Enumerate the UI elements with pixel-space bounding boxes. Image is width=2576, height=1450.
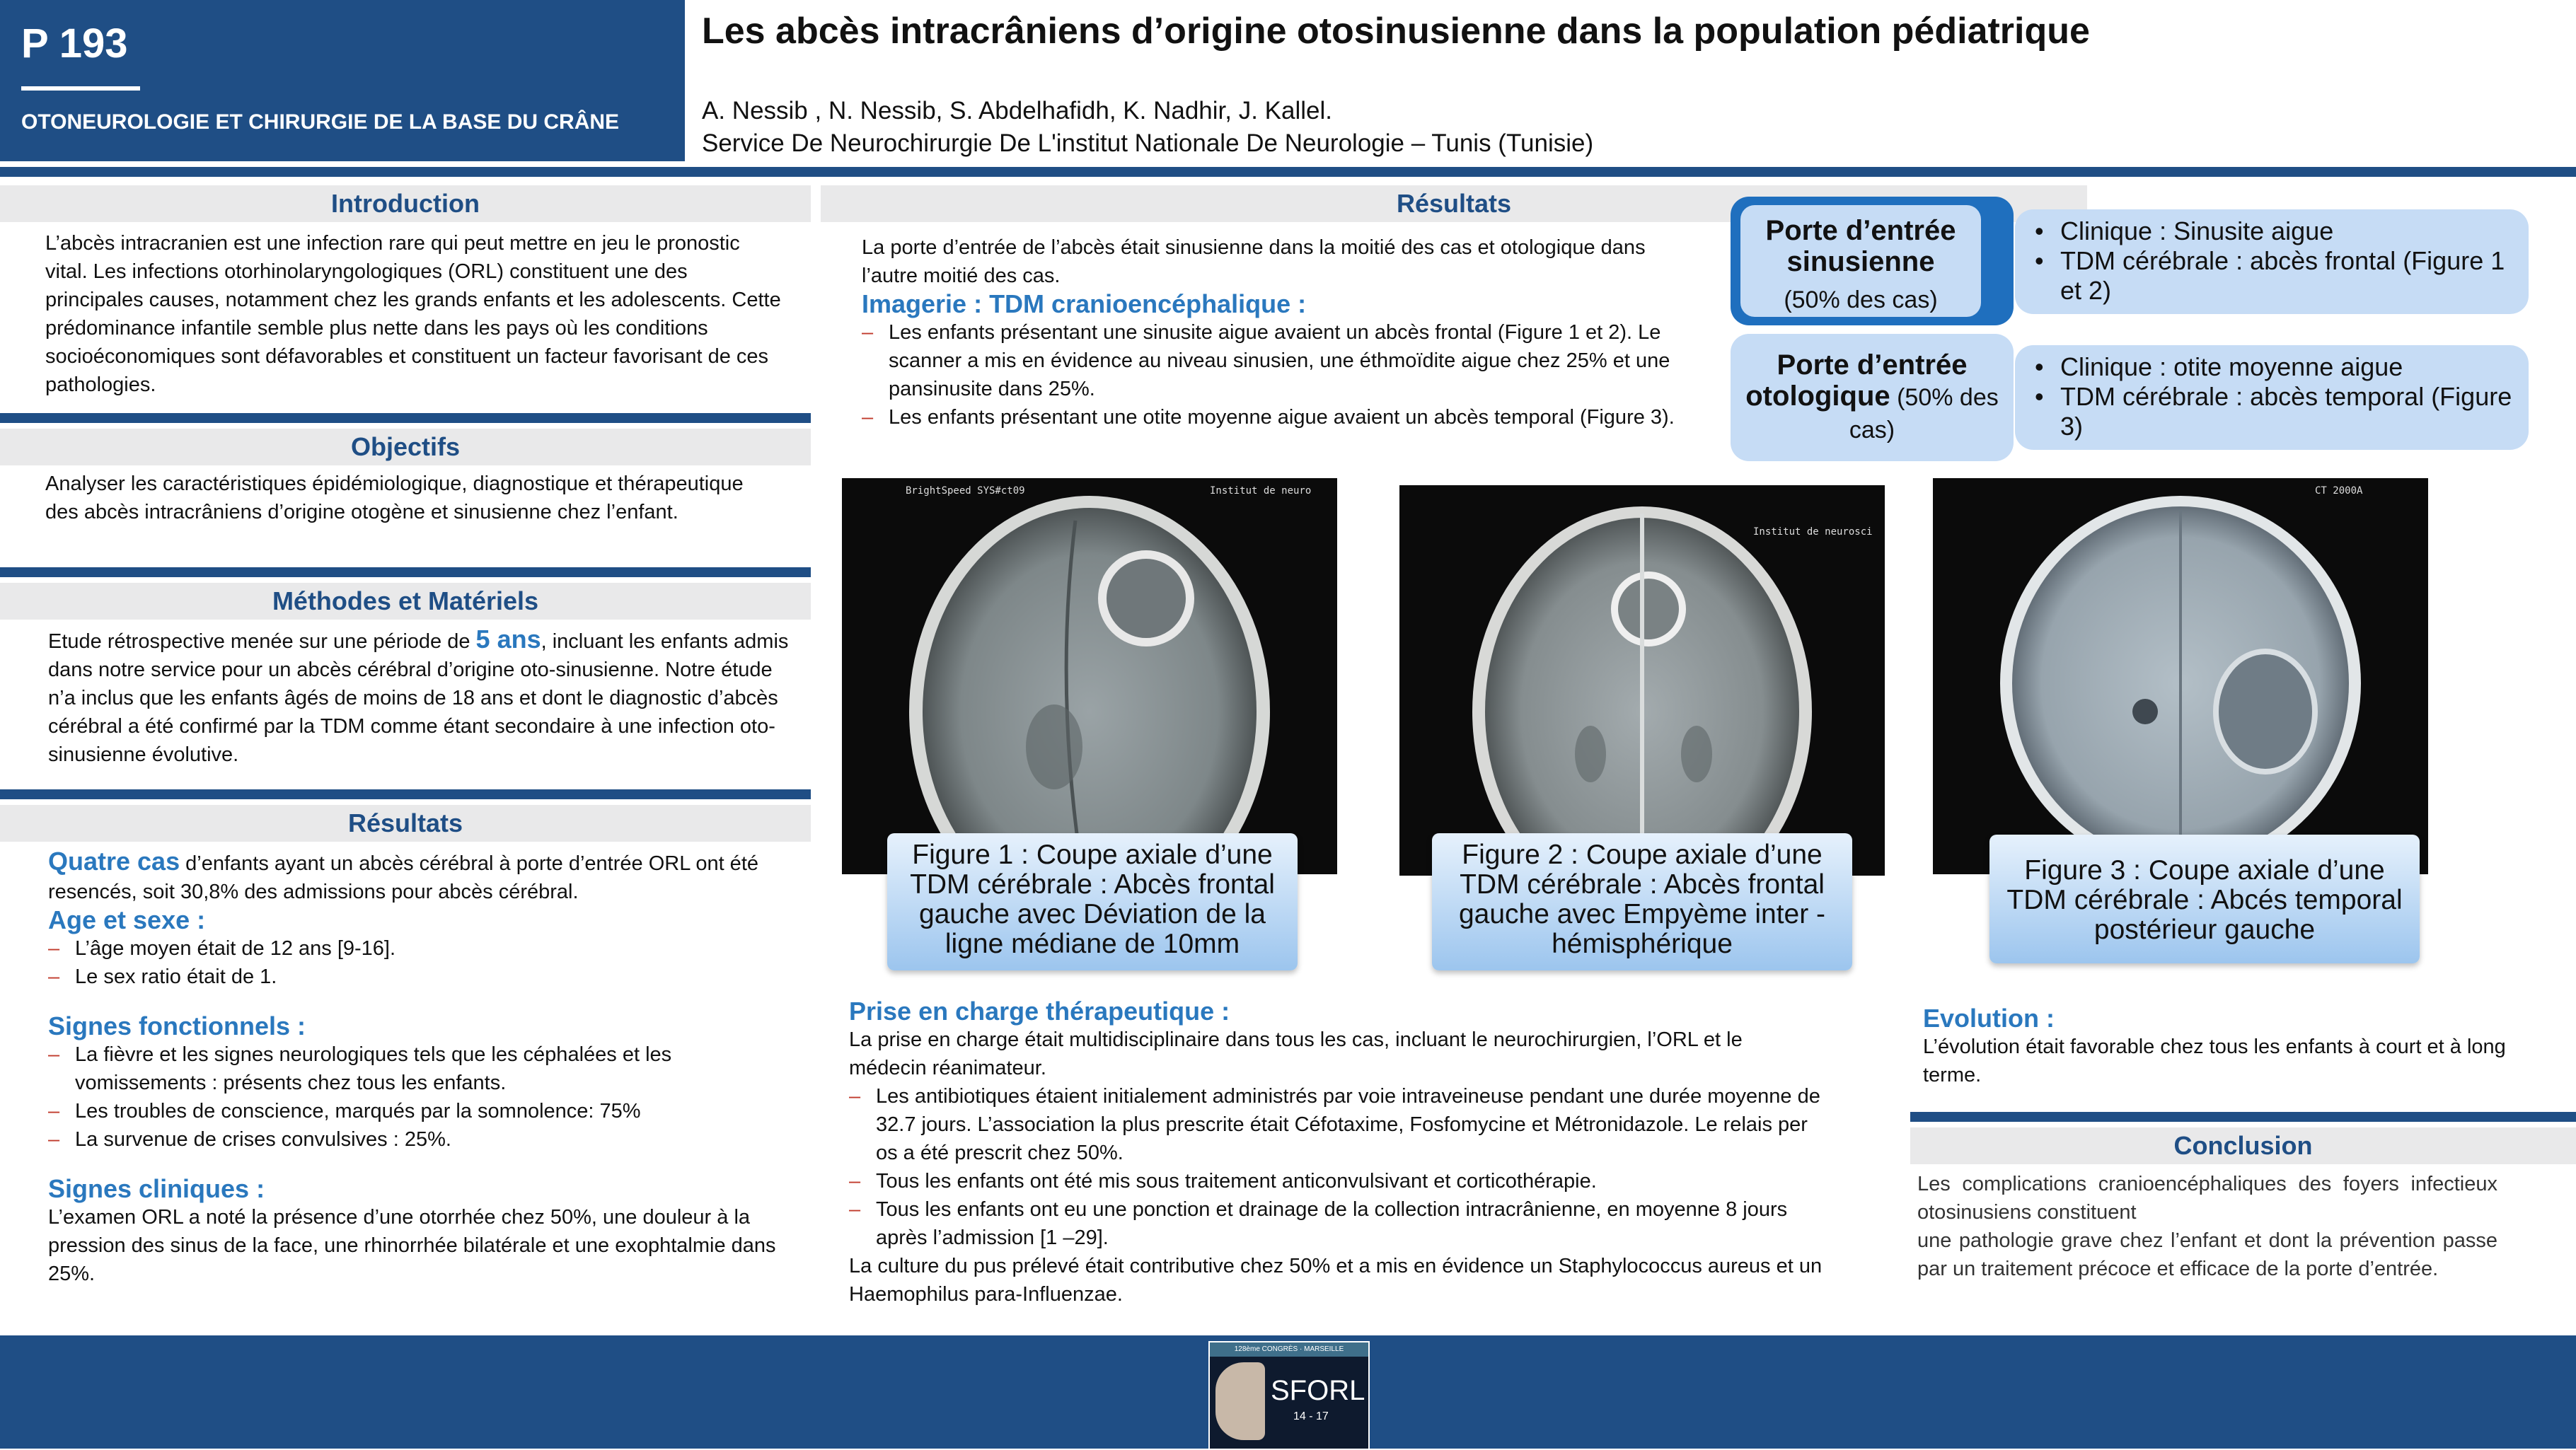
list-item: – Le sex ratio était de 1.	[48, 963, 798, 991]
resultats-heading-left: Résultats	[0, 805, 811, 842]
fonctionnels-list	[48, 1040, 798, 1154]
prise-en-charge-list	[849, 1082, 1825, 1252]
imagerie-heading: Imagerie : TDM cranioencéphalique :	[862, 289, 1307, 318]
resultats-mid-body	[862, 233, 1675, 431]
prise-en-charge-section	[849, 997, 1825, 1309]
porte-sinusienne-list	[2032, 216, 2513, 306]
authors: A. Nessib , N. Nessib, S. Abdelhafidh, K. Nadhir, J. Kallel.	[702, 97, 1332, 124]
poster-title: Les abcès intracrâniens d’origine otosinusienne dans la population pédiatrique	[702, 11, 2090, 52]
ct-scan-image-2	[1399, 485, 1885, 876]
section-divider	[0, 567, 811, 577]
cases-text: Quatre cas d’enfants ayant un abcès cérébral à porte d’entrée ORL ont été resencés, soit 30,8% des admissions pour abcès cérébral.	[48, 847, 758, 903]
affiliation: Service De Neurochirurgie De L'institut Nationale De Neurologie – Tunis (Tunisie)	[702, 129, 1594, 157]
ct-scan-figure-2	[1399, 485, 1885, 876]
list-item: – La survenue de crises convulsives : 25%.	[48, 1125, 798, 1154]
svg-text:Institut de neurosci: Institut de neurosci	[1753, 526, 1873, 538]
conclusion-heading: Conclusion	[1910, 1127, 2576, 1164]
porte-otologique-box	[1731, 334, 2014, 461]
age-list	[48, 934, 798, 991]
list-item: – Les enfants présentant une otite moyenne aigue avaient un abcès temporal (Figure 3).	[862, 403, 1675, 431]
header-divider	[21, 86, 140, 91]
methodes-text: Etude rétrospective menée sur une période de 5 ans, incluant les enfants admis dans notre service pour un abcès cérébral d’origine oto-sinusienne. Notre étude n’a inclus que les enfants âgés de moins de 18 ans et dont le diagnostic d’abcès cérébral a été confirmé par la TDM comme étant secondaire à une infection oto-sinusienne évolutive.	[48, 625, 789, 766]
porte-otologique-list	[2032, 352, 2513, 441]
imagerie-list	[862, 318, 1675, 431]
svg-text:BrightSpeed SYS#ct09: BrightSpeed SYS#ct09	[906, 485, 1025, 497]
methodes-heading: Méthodes et Matériels	[0, 583, 811, 620]
list-item: • Clinique : otite moyenne aigue	[2032, 352, 2513, 382]
cliniques-text: L’examen ORL a noté la présence d’une otorrhée chez 50%, une douleur à la pression des sinus de la face, une rhinorrhée bilatérale et une exophtalmie dans 25%.	[48, 1206, 776, 1285]
introduction-heading: Introduction	[0, 185, 811, 222]
cases-highlight: Quatre cas	[48, 847, 180, 876]
list-item: • Clinique : Sinusite aigue	[2032, 216, 2513, 246]
porte-otologique-details	[2015, 345, 2529, 450]
logo-face-icon	[1215, 1362, 1265, 1440]
list-item: – La fièvre et les signes neurologiques tels que les céphalées et les vomissements : présents chez tous les enfants.	[48, 1040, 798, 1097]
methodes-highlight: 5 ans	[475, 625, 541, 654]
authors-block	[702, 95, 1593, 160]
porte-otologique-head: Porte d’entrée otologique (50% des cas)	[1745, 349, 1999, 443]
objectifs-heading: Objectifs	[0, 429, 811, 465]
svg-text:CT 2000A: CT 2000A	[2315, 485, 2363, 497]
list-item: – Tous les enfants ont eu une ponction et drainage de la collection intracrânienne, en moyenne 8 jours après l’admission [1 –29].	[849, 1195, 1825, 1252]
header-rule	[0, 167, 2576, 177]
ct-scan-figure-1	[842, 478, 1337, 874]
list-item: – Tous les enfants ont été mis sous traitement anticonvulsivant et corticothérapie.	[849, 1167, 1825, 1195]
evolution-heading: Evolution :	[1923, 1004, 2055, 1033]
header-banner	[0, 0, 685, 161]
objectifs-text: Analyser les caractéristiques épidémiologique, diagnostique et thérapeutique des abcès intracrâniens d’origine otogène et sinusienne chez l’enfant.	[45, 472, 744, 523]
porte-sinusienne-details	[2015, 209, 2529, 314]
evolution-section	[1923, 1004, 2517, 1089]
resultats-heading-mid: Résultats	[821, 185, 2087, 222]
ct-scan-figure-3	[1933, 478, 2428, 874]
poster-category: OTONEUROLOGIE ET CHIRURGIE DE LA BASE DU CRÂNE	[21, 110, 620, 134]
porte-sinusienne-box	[1731, 197, 2014, 325]
list-item: – Les troubles de conscience, marqués par la somnolence: 75%	[48, 1097, 798, 1125]
figure-2-caption: Figure 2 : Coupe axiale d’une TDM cérébrale : Abcès frontal gauche avec Empyème inter -hémisphérique	[1432, 833, 1852, 970]
sforl-congress-logo: 128ème CONGRÈS · MARSEILLE SFORL 14 - 17	[1208, 1341, 1370, 1450]
prise-en-charge-outro: La culture du pus prélevé était contributive chez 50% et a mis en évidence un Staphylococcus aureus et un Haemophilus para-Influenzae.	[849, 1255, 1823, 1306]
prise-en-charge-heading: Prise en charge thérapeutique :	[849, 997, 1230, 1026]
porte-sinusienne-head: Porte d’entrée sinusienne (50% des cas)	[1765, 215, 1956, 313]
section-divider	[0, 789, 811, 799]
figure-1-caption: Figure 1 : Coupe axiale d’une TDM cérébrale : Abcès frontal gauche avec Déviation de la ligne médiane de 10mm	[887, 833, 1298, 970]
list-item: • TDM cérébrale : abcès frontal (Figure 1 et 2)	[2032, 246, 2513, 306]
prise-en-charge-intro: La prise en charge était multidisciplinaire dans tous les cas, incluant le neurochirurgien, l’ORL et le médecin réanimateur.	[849, 1028, 1743, 1079]
poster-number: P 193	[21, 21, 128, 66]
list-item: • TDM cérébrale : abcès temporal (Figure 3)	[2032, 382, 2513, 441]
list-item: – Les antibiotiques étaient initialement administrés par voie intraveineuse pendant une durée moyenne de 32.7 jours. L’association la plus prescrite était Céfotaxime, Fosfomycine et Métronidazole. Le relais per os a été prescrit chez 50%.	[849, 1082, 1825, 1167]
age-heading: Age et sexe :	[48, 905, 206, 934]
list-item: – Les enfants présentant une sinusite aigue avaient un abcès frontal (Figure 1 et 2). Le scanner a mis en évidence au niveau sinusien, une éthmoïdite aigue chez 25% et une pansinusite dans 25%.	[862, 318, 1675, 403]
cliniques-heading: Signes cliniques :	[48, 1174, 265, 1203]
porte-intro: La porte d’entrée de l’abcès était sinusienne dans la moitié des cas et otologique dans l’autre moitié des cas.	[862, 236, 1646, 287]
ct-scan-image-3	[1933, 478, 2428, 874]
evolution-text: L’évolution était favorable chez tous les enfants à court et à long terme.	[1923, 1036, 2506, 1086]
introduction-text: L’abcès intracranien est une infection rare qui peut mettre en jeu le pronostic vital. Les infections otorhinolaryngologiques (ORL) constituent une des principales causes, notamment chez les grands enfants et les adolescents. Cette prédominance infantile semble plus nette dans les pays où les conditions socioéconomiques sont défavorables et constituent un facteur favorisant de ces pathologies.	[45, 232, 781, 396]
section-divider	[0, 413, 811, 423]
figure-3-caption: Figure 3 : Coupe axiale d’une TDM cérébrale : Abcés temporal postérieur gauche	[1989, 835, 2420, 963]
resultats-left-body	[48, 847, 798, 1288]
ct-scan-image-1	[842, 478, 1337, 874]
svg-text:Institut de neuro: Institut de neuro	[1210, 485, 1312, 497]
list-item: – L’âge moyen était de 12 ans [9-16].	[48, 934, 798, 963]
section-divider	[1910, 1112, 2576, 1122]
conclusion-text: Les complications cranioencéphaliques des foyers infectieux otosinusiens constituent une pathologie grave chez l’enfant et dont la prévention passe par un traitement précoce et efficace de la porte d’entrée.	[1917, 1173, 2497, 1280]
fonctionnels-heading: Signes fonctionnels :	[48, 1011, 306, 1040]
